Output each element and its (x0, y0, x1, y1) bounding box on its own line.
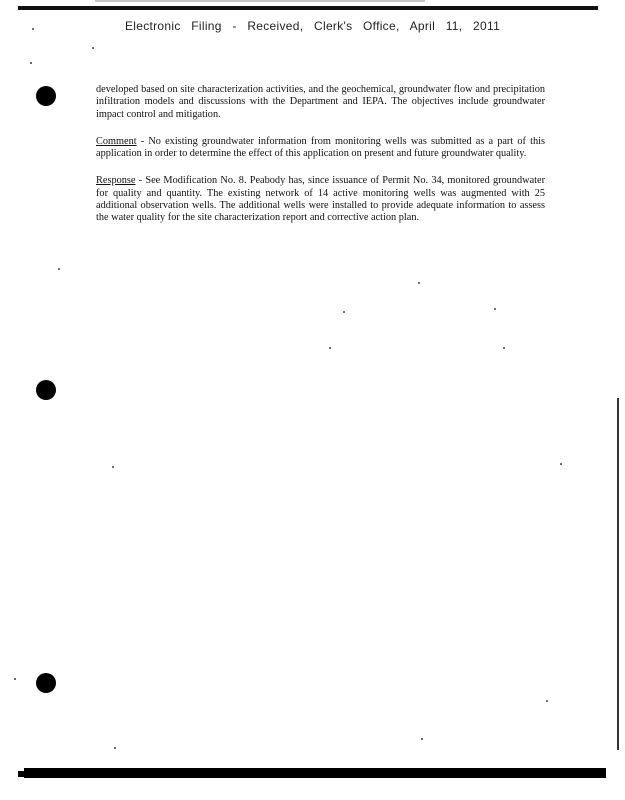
comment-text: - No existing groundwater information from monitoring wells was submitted as a part of this application in order to determine the effect of this application on present and future groundwater quality. (96, 135, 545, 160)
scan-speck (58, 268, 60, 270)
scan-speck (503, 347, 505, 349)
document-body (96, 84, 545, 240)
binder-hole-middle (36, 380, 56, 400)
scan-speck (546, 700, 548, 702)
bottom-rule (24, 768, 606, 778)
scan-speck (30, 62, 32, 64)
paragraph-response (96, 175, 545, 224)
response-text: - See Modification No. 8. Peabody has, since issuance of Permit No. 34, monitored groundwater for quality and quantity. The existing network of 14 active monitoring wells was augmented with 25 additional observation wells. The additional wells were installed to provide adequate information to assess the water quality for the site characterization report and corrective action plan. (96, 175, 545, 224)
scan-speck (329, 347, 331, 349)
scan-speck (112, 466, 114, 468)
binder-hole-top (36, 86, 56, 106)
scan-speck (14, 678, 16, 680)
filing-stamp: Electronic Filing - Received, Clerk's Office, April 11, 2011 (124, 19, 501, 33)
scan-speck (560, 463, 562, 465)
scan-speck (114, 747, 116, 749)
scan-speck (343, 311, 345, 313)
scan-speck (418, 282, 420, 284)
comment-label: Comment (96, 135, 137, 147)
scan-speck (32, 28, 34, 30)
paragraph-comment (96, 136, 545, 161)
top-rule (18, 6, 598, 10)
scan-speck (92, 47, 94, 49)
scan-artifact-top (95, 0, 425, 2)
scan-edge-right (617, 398, 619, 750)
binder-hole-bottom (36, 673, 56, 693)
scan-speck (421, 738, 423, 740)
response-label: Response (96, 175, 136, 187)
paragraph-continuation: developed based on site characterization activities, and the geochemical, groundwater flow and precipitation infiltration models and discussions with the Department and IEPA. The objectives include groundwater impact control and mitigation. (96, 84, 545, 120)
scan-speck (494, 308, 496, 310)
